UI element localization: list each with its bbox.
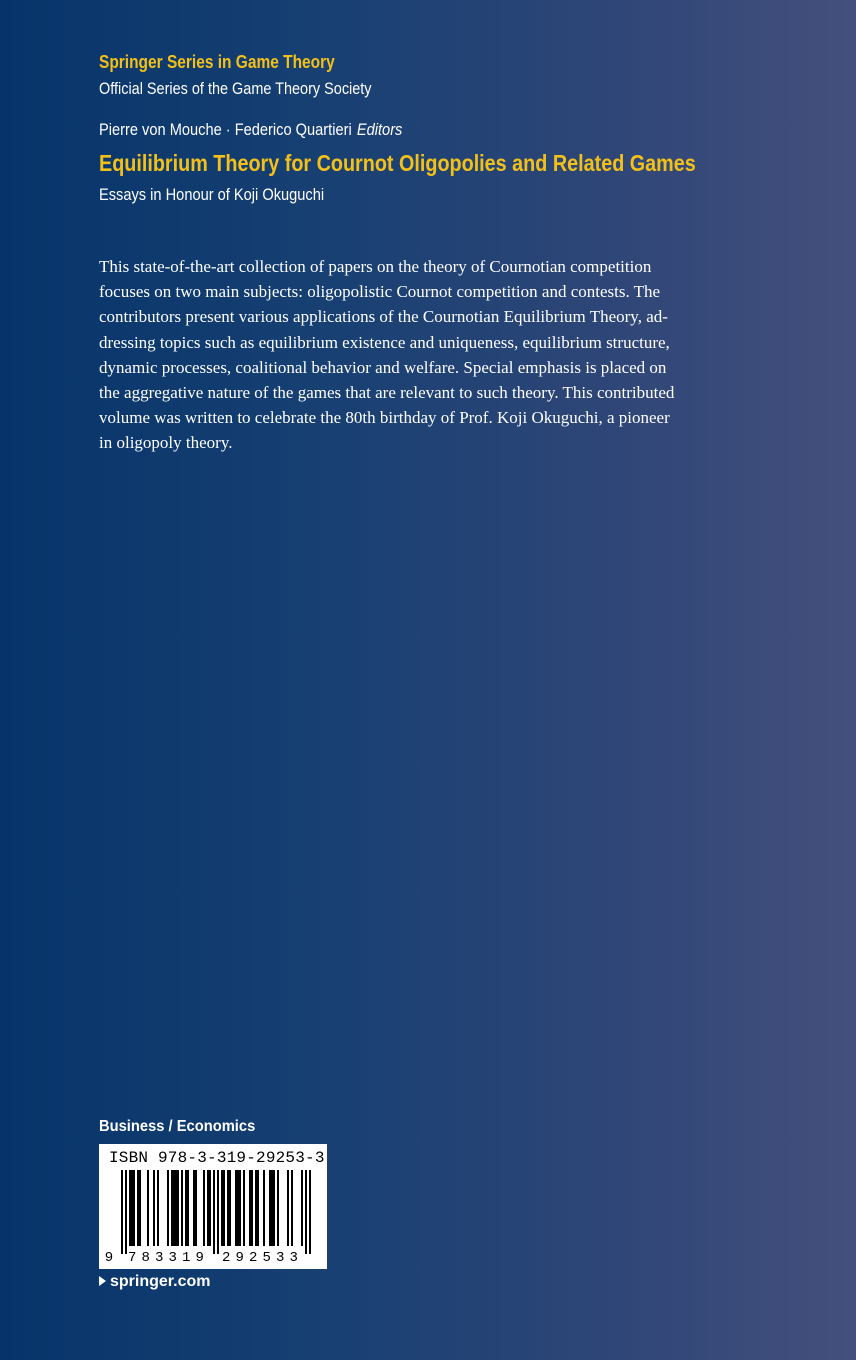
barcode-bar: [309, 1170, 311, 1254]
barcode-bar: [137, 1170, 141, 1246]
description-line: contributors present various applications of the Cournotian Equilibrium Theory, ad-: [99, 307, 668, 327]
isbn-label: ISBN 978-3-319-29253-3: [109, 1149, 325, 1167]
barcode-bar: [269, 1170, 275, 1246]
description-line: volume was written to celebrate the 80th birthday of Prof. Koji Okuguchi, a pioneer: [99, 408, 670, 428]
barcode-bar: [171, 1170, 179, 1246]
barcode-digits: 783319: [128, 1250, 210, 1266]
book-description: [99, 254, 780, 456]
description-line: in oligopoly theory.: [99, 433, 233, 453]
barcode-bar: [291, 1170, 293, 1246]
series-subtitle: Official Series of the Game Theory Society: [99, 79, 372, 98]
barcode-bar: [207, 1170, 211, 1246]
isbn-barcode: [99, 1144, 327, 1269]
barcode-bar: [193, 1170, 197, 1246]
barcode-bar: [249, 1170, 253, 1246]
barcode-bar: [157, 1170, 159, 1246]
barcode-bar: [185, 1170, 189, 1246]
editors-role: Editors: [356, 120, 403, 139]
publisher-website-label: springer.com: [110, 1273, 211, 1290]
barcode-bar: [167, 1170, 169, 1246]
description-line: dynamic processes, coalitional behavior and welfare. Special emphasis is placed on: [99, 357, 667, 377]
barcode-bar: [243, 1170, 245, 1246]
series-title: Springer Series in Game Theory: [99, 52, 335, 72]
barcode-bar: [181, 1170, 183, 1246]
barcode-bar: [153, 1170, 155, 1246]
barcode-digits: 292533: [222, 1250, 304, 1266]
description-line: dressing topics such as equilibrium existence and uniqueness, equilibrium structure,: [99, 332, 670, 352]
barcode-bar: [147, 1170, 149, 1246]
barcode-bar: [125, 1170, 127, 1254]
barcode-digits: 9: [104, 1250, 114, 1266]
barcode-bar: [213, 1170, 215, 1254]
barcode-bar: [305, 1170, 307, 1254]
barcode-bar: [301, 1170, 303, 1246]
book-subtitle: Essays in Honour of Koji Okuguchi: [99, 185, 325, 204]
barcode-bar: [221, 1170, 225, 1246]
editors-names: Pierre von Mouche · Federico Quartieri: [99, 120, 352, 139]
barcode-bar: [263, 1170, 265, 1246]
barcode-bar: [203, 1170, 205, 1246]
subject-category: Business / Economics: [99, 1118, 256, 1135]
description-line: the aggregative nature of the games that are relevant to such theory. This contributed: [99, 383, 675, 403]
description-line: focuses on two main subjects: oligopolistic Cournot competition and contests. The: [99, 282, 661, 302]
barcode-bar: [287, 1170, 289, 1246]
description-line: This state-of-the-art collection of papers on the theory of Cournotian competition: [99, 257, 652, 276]
editors-line: [99, 119, 402, 141]
play-arrow-icon: [99, 1276, 106, 1286]
barcode-bar: [255, 1170, 259, 1246]
barcode-bar: [227, 1170, 231, 1246]
barcode-bar: [235, 1170, 241, 1246]
book-title: Equilibrium Theory for Cournot Oligopolies and Related Games: [99, 150, 696, 176]
barcode-bar: [217, 1170, 219, 1254]
barcode-bar: [277, 1170, 279, 1246]
barcode-bar: [129, 1170, 135, 1246]
barcode-bar: [121, 1170, 123, 1254]
publisher-website[interactable]: [99, 1271, 210, 1293]
